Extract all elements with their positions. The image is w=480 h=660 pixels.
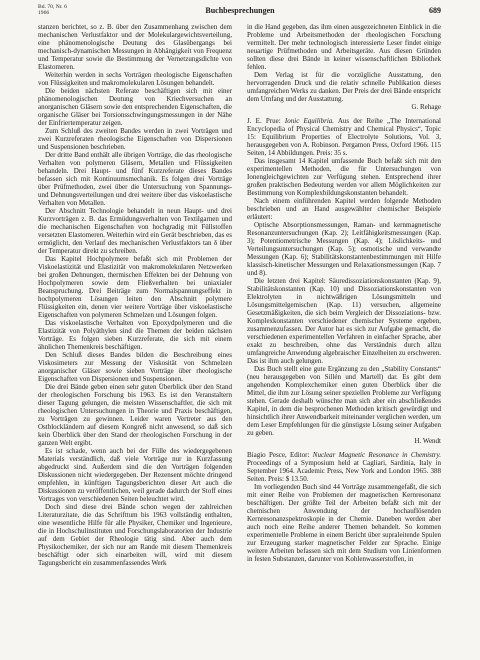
section-title: Buchbesprechungen xyxy=(205,6,275,15)
review-paragraph: Den Schluß dieses Bandes bilden die Beschreibung eines Viskosimeters zur Messung der Viskosität von Schmelzen anorganischer Gläser sowie sieben Vorträge über rheologische Eigenschaften von Dispersionen und Suspensionen. xyxy=(38,351,232,383)
review-paragraph: stanzen berichtet, so z. B. über den Zusammenhang zwischen dem mechanischen Verlustfaktor und der Molekulargewichtsverteilung, eine phänomenologische Deutung des Glasübergangs bei mechanisch-dynamischen Messungen in Abhängigkeit von Frequenz und Temperatur sowie die Bestimmung der Vernetzungsdichte von Elastomeren. xyxy=(38,23,232,71)
review-paragraph: Es ist schade, wenn auch bei der Fülle des wiedergegebenen Materials verständlich, daß viele Vorträge nur in Kurzfassung abgedruckt sind. Außerdem sind die den Vorträgen folgenden Diskussionen nicht wiedergegeben. Der Rezensent möchte dringend empfehlen, in künftigen Tagungsberichten dieser Art auch die Diskussionen zu veröffentlichen, weil gerade dadurch der Stoff eines Vortrages von verschiedenen Seiten beleuchtet wird. xyxy=(38,447,232,503)
review-paragraph: Die beiden nächsten Referate beschäftigen sich mit einer phänomenologischen Deutung von Kriechversuchen an anorganischen Gläsern sowie den entsprechenden Eigenschaften, die organische Gläser bei Torsionsschwingungsmessungen in der Nähe der Einfriertemperatur zeigen. xyxy=(38,87,232,127)
review-paragraph: Im vorliegenden Buch sind 44 Vorträge zusammengefaßt, die sich mit einer Reihe von Problemen der magnetischen Kernresonanz beschäftigen. Der größte Teil der Arbeiten befaßt sich mit der chemischen Anwendung der hochauflösenden Kernresonanzspektroskopie in der Chemie. Daneben werden aber auch noch eine Reihe anderer Themen behandelt. So kommen experimentelle Probleme in einem Bericht über supraleitende Spulen zur Erzeugung starker magnetischer Felder zur Sprache. Einige weitere Arbeiten befassen sich mit dem Studium von Linienformen in festen Substanzen, darunter von Kohlenwasserstoffen, in xyxy=(247,483,441,563)
header-volume: Bd. 70, Nr. 6 xyxy=(38,4,67,10)
review-paragraph: Optische Absorptionsmessungen, Raman- und kernmagnetische Resonanzuntersuchungen (Kap. 2); Leitfähigkeitsmessungen (Kap. 3); Potentiometrische Messungen (Kap. 4); Löslichkeits- und Verteilungsuntersuchungen (Kap. 5); osmotische und verwandte Messungen (Kap. 6); Stabilitätskonstantenbestimmungen mit Hilfe klassisch-kinetischer Messungen und Relaxationsmessungen (Kap. 7 und 8). xyxy=(247,221,441,277)
reviewer-signature: H. Wendt xyxy=(414,437,441,445)
left-column xyxy=(38,23,232,651)
review-paragraph: Nach einem einführenden Kapitel werden folgende Methoden beschrieben und an Hand ausgewählter chemischer Beispiele erläutert: xyxy=(247,197,441,221)
citation-author: Biagio Pesce, Editor: xyxy=(247,451,310,459)
review-paragraph: in die Hand gegeben, das ihm einen ausgezeichneten Einblick in die Probleme und Arbeitsmethoden der rheologischen Forschung vermittelt. Der mehr technologisch interessierte Leser findet einige neuartige Prüfmethoden und Arbeitsgeräte. Aus diesen Gründen sollten diese drei Bände in keiner wissenschaftlichen Bibliothek fehlen. xyxy=(247,23,441,71)
book-citation xyxy=(247,451,441,483)
citation-author: J. E. Prue: xyxy=(247,117,281,125)
review-paragraph: Das Buch stellt eine gute Ergänzung zu den „Stability Constants“ (neu herausgegeben von Sillén und Martell) dar. Es gibt dem angehenden Komplexchemiker einen guten Überblick über die Mittel, die ihm zur Lösung seiner speziellen Probleme zur Verfügung stehen. Gerade deshalb wünschte man sich aber ein abschließendes Kapitel, in dem die besprochenen Methoden kritisch gewürdigt und hinsichtlich ihrer Anwendbarkeit miteinander verglichen werden, um dem Leser Empfehlungen für die günstigste Lösung seiner Aufgaben zu geben. xyxy=(247,365,441,437)
review-paragraph: Weiterhin werden in sechs Vorträgen rheologische Eigenschaften von Flüssigkeiten und makromolekularen Lösungen behandelt. xyxy=(38,71,232,87)
citation-title: Nuclear Magnetic Resonance in Chemistry. xyxy=(312,451,441,459)
right-column xyxy=(247,23,441,651)
review-paragraph: Doch sind diese drei Bände schon wegen der zahlreichen Literaturzitate, die das Schrifttum bis 1963 vollständig enthalten, eine wesentliche Hilfe für alle Physiker, Chemiker und Ingenieure, die in Hochschulinstituten und Forschungslaboratorien der Industrie auf dem Gebiet der Rheologie tätig sind. Aber auch dem Physikochemiker, der sich nur am Rande mit diesem Themenkreis beschäftigt oder sich einarbeiten will, wird mit diesem Tagungsbericht ein zusammenfassendes Werk xyxy=(38,503,232,567)
review-paragraph: Zum Schluß des zweiten Bandes werden in zwei Vorträgen und zwei Kurzreferaten rheologische Eigenschaften von Dispersionen und Suspensionen beschrieben. xyxy=(38,127,232,151)
review-paragraph: Der Abschnitt Technologie behandelt in neun Haupt- und drei Kurzvorträgen z. B. das Ermüdungsverhalten von Textilgarnen und die mechanischen Eigenschaften von hochgradig mit Füllstoffen versetzten Elastomeren. Weiterhin wird ein Gerät beschrieben, das es ermöglicht, den Verlauf des mechanischen Verlustfaktors tan δ über der Temperatur direkt zu schreiben. xyxy=(38,207,232,255)
review-paragraph: Das viskoelastische Verhalten von Epoxydpolymeren und die Elastizität von Polyäthylen sind die Themen der beiden nächsten Vorträge. Es folgen sieben Kurzreferate, die sich mit einem ähnlichen Themenkreis beschäftigen. xyxy=(38,319,232,351)
review-paragraph: Der dritte Band enthält alle übrigen Vorträge, die das rheologische Verhalten von polymeren Gläsern, Metallen und Flüssigkeiten behandeln. Drei Haupt- und fünf Kurzreferate dieses Bandes befassen sich mit Kontinuumsmechanik. Es folgen drei Vorträge über Prüfmethoden, zwei über die Untersuchung von Spannungs- und Dehnungsverteilungen und drei weitere über das viskoelastische Verhalten von Metallen. xyxy=(38,151,232,207)
header-year: 1966 xyxy=(38,10,50,16)
page-number: 689 xyxy=(429,6,441,15)
review-paragraph: Die letzten drei Kapitel: Säuredissoziationskonstanten (Kap. 9), Stabilitätskonstanten (Kap. 10) und Dissoziationskonstanten von Elektrolyten in nichtwäßrigen Lösungsmitteln und Lösungsmittelgemischen (Kap. 11) versuchen, allgemeine Gesetzmäßigkeiten, die sich beim Vergleich der Dissoziations- bzw. Komplexkonstanten verschiedener chemischer Systeme ergeben, zusammenzufassen. Der Autor hat es sich zur Aufgabe gemacht, die verschiedenen experimentellen Verfahren in einfacher Sprache, aber exakt zu beschreiben, ohne das Verständnis durch allzu umfangreiche Anwendung algebraischer Einzelheiten zu erschweren. Das ist ihm auch gelungen. xyxy=(247,277,441,365)
review-paragraph: Das insgesamt 14 Kapitel umfassende Buch befaßt sich mit den experimentellen Methoden, die für Untersuchungen von Ionengleichgewichten zur Verfügung stehen. Entsprechend ihrer großen praktischen Bedeutung werden vor allem Möglichkeiten zur Bestimmung von Komplexbildungskonstanten behandelt. xyxy=(247,157,441,197)
book-citation xyxy=(247,117,441,157)
citation-title: Ionic Equilibria. xyxy=(284,117,335,125)
citation-details: Aus der Reihe „The International Encyclopedia of Physical Chemistry and Chemical Physics“, Topic 15: Equilibrium Properties of Electrolyte Solutions, Vol. 3, herausgegeben von A. Robinson. Pergamon Press, Oxford 1966. 115 Seiten, 14 Abbildungen. Preis: 35 s. xyxy=(247,117,441,157)
citation-details: Proceedings of a Symposium held at Cagliari, Sardinia, Italy in September 1964. Academic Press, New York and London 1965. 388 Seiten. Preis: $ 13.50. xyxy=(247,459,441,483)
review-paragraph: Dem Verlag ist für die vorzügliche Ausstattung, den hervorragenden Druck und die relativ schnelle Publikation dieses umfangreichen Werks zu danken. Der Preis der drei Bände entspricht dem Umfang und der Ausstattung. xyxy=(247,71,441,103)
reviewer-signature: G. Rehage xyxy=(411,103,441,111)
review-paragraph: Die drei Bände geben einen sehr guten Überblick über den Stand der rheologischen Forschung bis 1963. Es ist den Veranstaltern dieser Tagung gelungen, die meisten Wissenschaftler, die sich mit rheologischen Untersuchungen in Theorie und Praxis beschäftigen, zu Vorträgen zu gewinnen. Leider waren Vertreter aus den Ostblockländern auf diesem Kongreß nicht anwesend, so daß sich kein Überblick über den Stand der rheologischen Forschung in der ganzen Welt ergibt. xyxy=(38,383,232,447)
review-paragraph: Das Kapitel Hochpolymere befaßt sich mit Problemen der Viskoelastizität und Elastizität von makromolekularen Netzwerken bei großen Dehnungen, thermischen Effekten bei der Dehnung von Hochpolymeren sowie dem Fließverhalten bei uniaxialer Beanspruchung. Drei Beiträge zum Normalspannungseffekt in hochpolymeren Lösungen leiten den Abschnitt polymere Flüssigkeiten ein, denen vier weitere Vorträge über viskoelastische Eigenschaften von polymeren Schmelzen und Lösungen folgen. xyxy=(38,255,232,319)
